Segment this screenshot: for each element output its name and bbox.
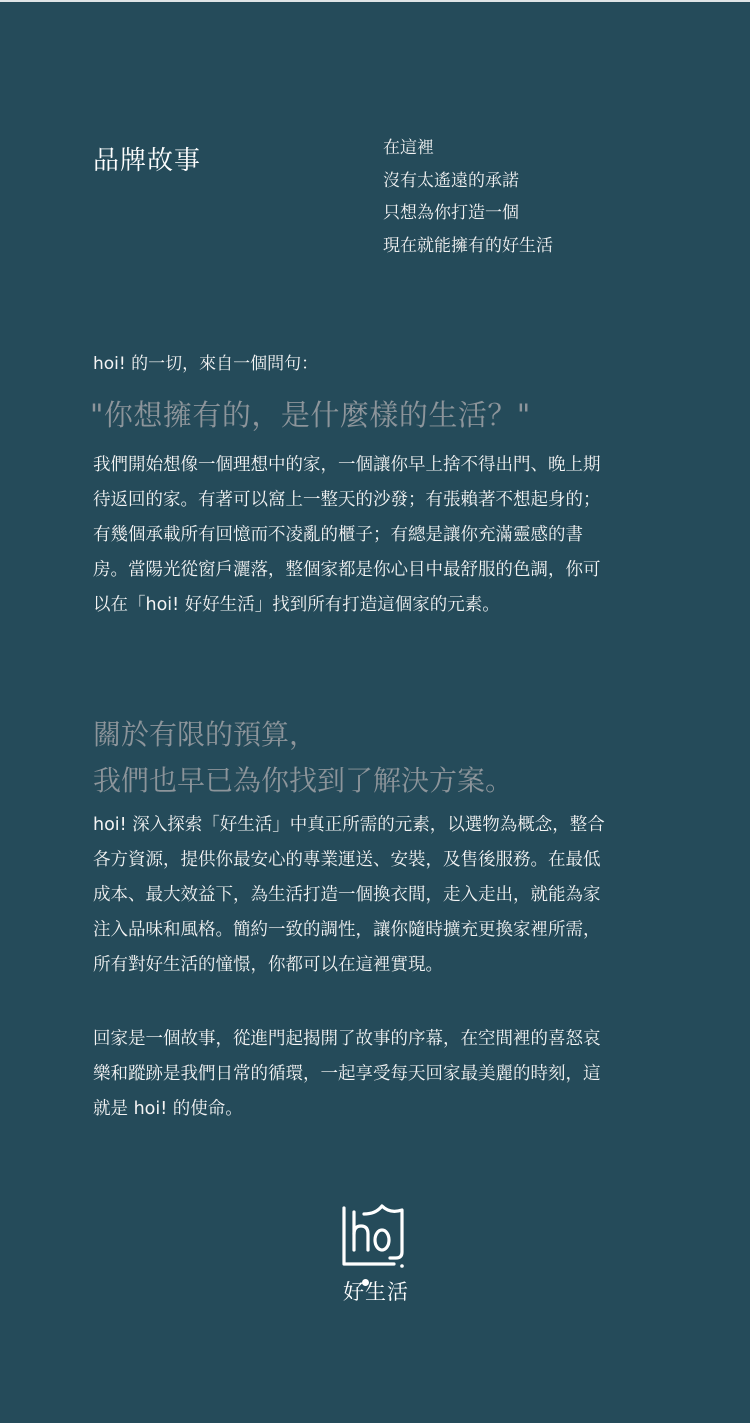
slogan-line: 沒有太遙遠的承諾 xyxy=(383,170,519,191)
paragraph-line: 以在「hoi! 好好生活」找到所有打造這個家的元素。 xyxy=(93,595,500,615)
paragraph-line: 成本、最大效益下，為生活打造一個換衣間，走入走出，就能為家 xyxy=(93,885,601,905)
intro-text: hoi! 的一切，來自一個問句： xyxy=(93,354,319,374)
slogan-line: 在這裡 xyxy=(383,138,434,158)
heading-line: 關於有限的預算， xyxy=(93,718,318,751)
paragraph-line: 樂和蹤跡是我們日常的循環，一起享受每天回家最美麗的時刻，這 xyxy=(93,1064,601,1084)
logo-tagline: 好生活 xyxy=(343,1280,409,1304)
paragraph-line: 各方資源，提供你最安心的專業運送、安裝，及售後服務。在最低 xyxy=(93,850,601,870)
page-title: 品牌故事 xyxy=(93,146,202,176)
paragraph-line: 房。當陽光從窗戶灑落，整個家都是你心目中最舒服的色調，你可 xyxy=(93,560,601,580)
paragraph-line: 回家是一個故事，從進門起揭開了故事的序幕，在空間裡的喜怒哀 xyxy=(93,1029,601,1049)
paragraph-line: 注入品味和風格。簡約一致的調性，讓你隨時擴充更換家裡所需， xyxy=(93,920,601,940)
paragraph-line: 所有對好生活的憧憬，你都可以在這裡實現。 xyxy=(93,955,443,975)
budget-heading xyxy=(93,712,513,804)
slogan-line: 現在就能擁有的好生活 xyxy=(383,235,553,256)
slogan-line: 只想為你打造一個 xyxy=(383,203,519,223)
paragraph-line: hoi! 深入探索「好生活」中真正所需的元素，以選物為概念，整合 xyxy=(93,815,605,835)
paragraph-line: 就是 hoi! 的使命。 xyxy=(93,1099,243,1119)
solution-paragraph xyxy=(93,808,673,983)
question-quote: "你想擁有的，是什麼樣的生活？" xyxy=(90,398,531,432)
hoi-logo-icon xyxy=(338,1200,414,1272)
heading-line: 我們也早已為你找到了解決方案。 xyxy=(93,764,514,797)
paragraph-line: 我們開始想像一個理想中的家，一個讓你早上捨不得出門、晚上期 xyxy=(93,455,601,475)
slogan xyxy=(383,132,553,262)
paragraph-line: 待返回的家。有著可以窩上一整天的沙發；有張賴著不想起身的； xyxy=(93,490,601,510)
story-paragraph xyxy=(93,448,673,623)
brand-logo xyxy=(338,1200,414,1312)
mission-paragraph xyxy=(93,1022,673,1127)
paragraph-line: 有幾個承載所有回憶而不凌亂的櫃子；有總是讓你充滿靈感的書 xyxy=(93,525,583,545)
